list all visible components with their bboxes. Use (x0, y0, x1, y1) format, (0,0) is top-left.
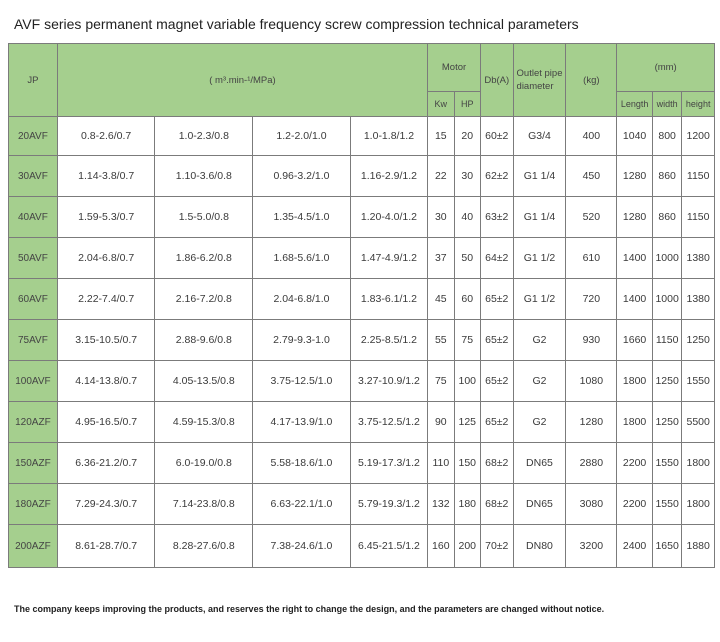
header-noise: Db(A) (480, 44, 513, 117)
flow-1.0-cell: 7.38-24.6/1.0 (253, 525, 351, 568)
noise-cell: 63±2 (480, 197, 513, 238)
flow-0.8-cell: 2.16-7.2/0.8 (155, 279, 253, 320)
weight-cell: 450 (566, 156, 617, 197)
weight-cell: 520 (566, 197, 617, 238)
flow-0.7-cell: 1.14-3.8/0.7 (57, 156, 155, 197)
kw-cell: 30 (428, 197, 454, 238)
noise-cell: 65±2 (480, 279, 513, 320)
flow-0.7-cell: 7.29-24.3/0.7 (57, 484, 155, 525)
flow-1.2-cell: 1.47-4.9/1.2 (350, 238, 427, 279)
outlet-cell: G1 1/4 (513, 156, 566, 197)
flow-0.7-cell: 4.14-13.8/0.7 (57, 361, 155, 402)
model-cell: 100AVF (9, 361, 58, 402)
hp-cell: 40 (454, 197, 480, 238)
hp-cell: 150 (454, 443, 480, 484)
noise-cell: 62±2 (480, 156, 513, 197)
table-row (9, 320, 715, 361)
flow-1.2-cell: 5.79-19.3/1.2 (350, 484, 427, 525)
footnote: The company keeps improving the products, and reserves the right to change the design, and the parameters are changed without notice. (14, 604, 605, 614)
table-row (9, 238, 715, 279)
flow-0.7-cell: 0.8-2.6/0.7 (57, 117, 155, 156)
header-dims: (mm) (617, 44, 715, 92)
noise-cell: 65±2 (480, 320, 513, 361)
flow-1.2-cell: 1.20-4.0/1.2 (350, 197, 427, 238)
height-cell: 1200 (682, 117, 715, 156)
table-row (9, 525, 715, 568)
header-width: width (652, 92, 682, 117)
header-height: height (682, 92, 715, 117)
flow-1.2-cell: 2.25-8.5/1.2 (350, 320, 427, 361)
flow-1.2-cell: 1.83-6.1/1.2 (350, 279, 427, 320)
width-cell: 860 (652, 156, 682, 197)
kw-cell: 132 (428, 484, 454, 525)
flow-0.8-cell: 1.10-3.6/0.8 (155, 156, 253, 197)
width-cell: 1000 (652, 279, 682, 320)
length-cell: 1800 (617, 402, 653, 443)
flow-1.0-cell: 6.63-22.1/1.0 (253, 484, 351, 525)
height-cell: 1880 (682, 525, 715, 568)
flow-1.0-cell: 0.96-3.2/1.0 (253, 156, 351, 197)
outlet-cell: G2 (513, 361, 566, 402)
weight-cell: 930 (566, 320, 617, 361)
kw-cell: 45 (428, 279, 454, 320)
model-cell: 200AZF (9, 525, 58, 568)
kw-cell: 15 (428, 117, 454, 156)
hp-cell: 60 (454, 279, 480, 320)
height-cell: 1800 (682, 484, 715, 525)
header-outlet-line1: Outlet pipe (516, 68, 563, 79)
kw-cell: 75 (428, 361, 454, 402)
flow-0.7-cell: 8.61-28.7/0.7 (57, 525, 155, 568)
table-row (9, 484, 715, 525)
flow-1.0-cell: 1.2-2.0/1.0 (253, 117, 351, 156)
weight-cell: 610 (566, 238, 617, 279)
flow-0.8-cell: 1.86-6.2/0.8 (155, 238, 253, 279)
outlet-cell: DN80 (513, 525, 566, 568)
weight-cell: 3200 (566, 525, 617, 568)
model-cell: 20AVF (9, 117, 58, 156)
height-cell: 1250 (682, 320, 715, 361)
weight-cell: 1080 (566, 361, 617, 402)
height-cell: 5500 (682, 402, 715, 443)
length-cell: 2200 (617, 484, 653, 525)
noise-cell: 64±2 (480, 238, 513, 279)
outlet-cell: G1 1/4 (513, 197, 566, 238)
flow-0.8-cell: 7.14-23.8/0.8 (155, 484, 253, 525)
table-row (9, 279, 715, 320)
model-cell: 75AVF (9, 320, 58, 361)
spec-table (8, 43, 715, 568)
outlet-cell: DN65 (513, 484, 566, 525)
table-row (9, 361, 715, 402)
flow-1.0-cell: 1.35-4.5/1.0 (253, 197, 351, 238)
header-outlet-line2: diameter (516, 81, 554, 92)
flow-0.7-cell: 2.04-6.8/0.7 (57, 238, 155, 279)
header-flow: ( m³.min-¹/MPa) (57, 44, 427, 117)
flow-0.8-cell: 1.0-2.3/0.8 (155, 117, 253, 156)
width-cell: 1650 (652, 525, 682, 568)
flow-1.0-cell: 5.58-18.6/1.0 (253, 443, 351, 484)
table-row (9, 117, 715, 156)
length-cell: 1400 (617, 279, 653, 320)
flow-0.8-cell: 6.0-19.0/0.8 (155, 443, 253, 484)
header-length: Length (617, 92, 653, 117)
width-cell: 1250 (652, 402, 682, 443)
kw-cell: 110 (428, 443, 454, 484)
width-cell: 1150 (652, 320, 682, 361)
hp-cell: 125 (454, 402, 480, 443)
flow-1.2-cell: 6.45-21.5/1.2 (350, 525, 427, 568)
header-hp: HP (454, 92, 480, 117)
flow-1.2-cell: 5.19-17.3/1.2 (350, 443, 427, 484)
height-cell: 1380 (682, 238, 715, 279)
height-cell: 1550 (682, 361, 715, 402)
kw-cell: 90 (428, 402, 454, 443)
flow-1.2-cell: 1.0-1.8/1.2 (350, 117, 427, 156)
model-cell: 40AVF (9, 197, 58, 238)
hp-cell: 50 (454, 238, 480, 279)
table-body (9, 117, 715, 568)
model-cell: 30AVF (9, 156, 58, 197)
noise-cell: 68±2 (480, 484, 513, 525)
flow-1.2-cell: 1.16-2.9/1.2 (350, 156, 427, 197)
header-motor: Motor (428, 44, 481, 92)
outlet-cell: DN65 (513, 443, 566, 484)
table-row (9, 402, 715, 443)
flow-0.7-cell: 4.95-16.5/0.7 (57, 402, 155, 443)
flow-0.7-cell: 2.22-7.4/0.7 (57, 279, 155, 320)
table-row (9, 443, 715, 484)
document-title: AVF series permanent magnet variable frequency screw compression technical parameters (14, 16, 579, 32)
noise-cell: 68±2 (480, 443, 513, 484)
length-cell: 1280 (617, 156, 653, 197)
length-cell: 1800 (617, 361, 653, 402)
hp-cell: 100 (454, 361, 480, 402)
width-cell: 860 (652, 197, 682, 238)
table-row (9, 156, 715, 197)
height-cell: 1150 (682, 156, 715, 197)
height-cell: 1150 (682, 197, 715, 238)
hp-cell: 180 (454, 484, 480, 525)
table-row (9, 197, 715, 238)
flow-1.0-cell: 4.17-13.9/1.0 (253, 402, 351, 443)
length-cell: 1280 (617, 197, 653, 238)
noise-cell: 70±2 (480, 525, 513, 568)
model-cell: 180AZF (9, 484, 58, 525)
width-cell: 1000 (652, 238, 682, 279)
flow-0.8-cell: 4.05-13.5/0.8 (155, 361, 253, 402)
model-cell: 50AVF (9, 238, 58, 279)
hp-cell: 30 (454, 156, 480, 197)
header-weight: (kg) (566, 44, 617, 117)
outlet-cell: G2 (513, 320, 566, 361)
weight-cell: 720 (566, 279, 617, 320)
noise-cell: 65±2 (480, 402, 513, 443)
noise-cell: 60±2 (480, 117, 513, 156)
width-cell: 800 (652, 117, 682, 156)
outlet-cell: G1 1/2 (513, 279, 566, 320)
hp-cell: 200 (454, 525, 480, 568)
flow-1.2-cell: 3.75-12.5/1.2 (350, 402, 427, 443)
flow-1.2-cell: 3.27-10.9/1.2 (350, 361, 427, 402)
width-cell: 1550 (652, 484, 682, 525)
flow-0.8-cell: 8.28-27.6/0.8 (155, 525, 253, 568)
length-cell: 1660 (617, 320, 653, 361)
length-cell: 2400 (617, 525, 653, 568)
flow-1.0-cell: 1.68-5.6/1.0 (253, 238, 351, 279)
noise-cell: 65±2 (480, 361, 513, 402)
weight-cell: 3080 (566, 484, 617, 525)
flow-1.0-cell: 2.79-9.3-1.0 (253, 320, 351, 361)
hp-cell: 20 (454, 117, 480, 156)
weight-cell: 1280 (566, 402, 617, 443)
outlet-cell: G3/4 (513, 117, 566, 156)
model-cell: 60AVF (9, 279, 58, 320)
header-kw: Kw (428, 92, 454, 117)
height-cell: 1380 (682, 279, 715, 320)
weight-cell: 2880 (566, 443, 617, 484)
header-outlet (513, 44, 566, 117)
length-cell: 1040 (617, 117, 653, 156)
flow-1.0-cell: 2.04-6.8/1.0 (253, 279, 351, 320)
weight-cell: 400 (566, 117, 617, 156)
height-cell: 1800 (682, 443, 715, 484)
flow-0.8-cell: 4.59-15.3/0.8 (155, 402, 253, 443)
flow-0.7-cell: 3.15-10.5/0.7 (57, 320, 155, 361)
width-cell: 1550 (652, 443, 682, 484)
outlet-cell: G2 (513, 402, 566, 443)
length-cell: 1400 (617, 238, 653, 279)
kw-cell: 37 (428, 238, 454, 279)
model-cell: 120AZF (9, 402, 58, 443)
outlet-cell: G1 1/2 (513, 238, 566, 279)
kw-cell: 55 (428, 320, 454, 361)
header-model: JP (9, 44, 58, 117)
table-header (9, 44, 715, 117)
length-cell: 2200 (617, 443, 653, 484)
kw-cell: 22 (428, 156, 454, 197)
flow-0.7-cell: 1.59-5.3/0.7 (57, 197, 155, 238)
model-cell: 150AZF (9, 443, 58, 484)
width-cell: 1250 (652, 361, 682, 402)
flow-1.0-cell: 3.75-12.5/1.0 (253, 361, 351, 402)
flow-0.8-cell: 1.5-5.0/0.8 (155, 197, 253, 238)
hp-cell: 75 (454, 320, 480, 361)
kw-cell: 160 (428, 525, 454, 568)
flow-0.7-cell: 6.36-21.2/0.7 (57, 443, 155, 484)
flow-0.8-cell: 2.88-9.6/0.8 (155, 320, 253, 361)
